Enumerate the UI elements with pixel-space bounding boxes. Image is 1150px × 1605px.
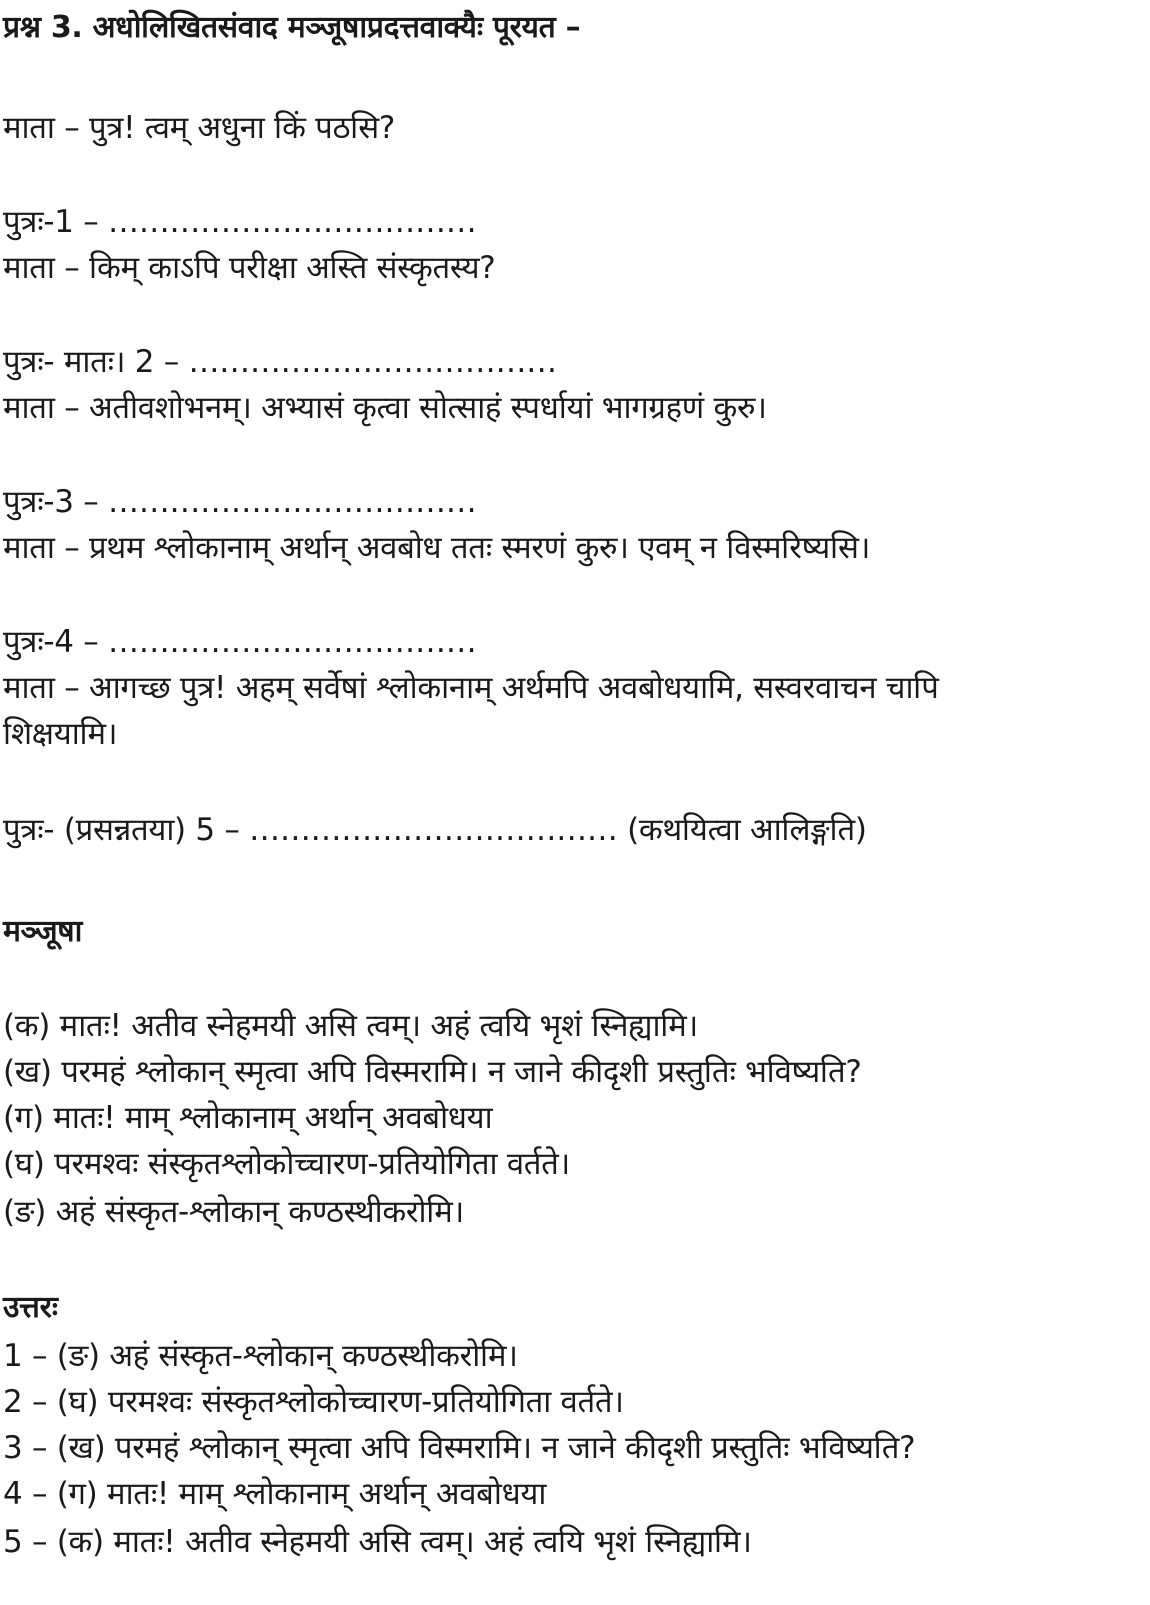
manjusha-option-ga: (ग) मातः! माम् श्लोकानाम् अर्थान् अवबोधया — [3, 1100, 493, 1136]
dialogue-line-mother-3: माता – अतीवशोभनम्। अभ्यासं कृत्वा सोत्साहं स्पर्धायां भागग्रहणं कुरु। — [3, 390, 767, 426]
question-title: प्रश्न 3. अधोलिखितसंवाद मञ्जूषाप्रदत्तवाक्यैः पूरयत – — [3, 10, 581, 45]
answer-4: 4 – (ग) मातः! माम् श्लोकानाम् अर्थान् अवबोधया — [3, 1476, 547, 1512]
dialogue-line-mother-1: माता – पुत्र! त्वम् अधुना किं पठसि? — [3, 110, 396, 146]
dialogue-line-mother-5: माता – आगच्छ पुत्र! अहम् सर्वेषां श्लोकानाम् अर्थमपि अवबोधयामि, सस्वरवाचन चापि — [3, 670, 939, 706]
manjusha-option-ka: (क) मातः! अतीव स्नेहमयी असि त्वम्। अहं त्वयि भृशं स्निह्यामि। — [3, 1008, 698, 1044]
dialogue-line-mother-4: माता – प्रथम श्लोकानाम् अर्थान् अवबोध ततः स्मरणं कुरु। एवम् न विस्मरिष्यसि। — [3, 530, 871, 566]
answers-heading: उत्तरः — [3, 1290, 58, 1325]
manjusha-option-kha: (ख) परमहं श्लोकान् स्मृत्वा अपि विस्मरामि। न जाने कीदृशी प्रस्तुतिः भविष्यति? — [3, 1054, 862, 1090]
dialogue-line-son-1: पुत्रः-1 – ……………………………… — [3, 204, 477, 240]
dialogue-line-mother-5-cont: शिक्षयामि। — [3, 716, 118, 752]
dialogue-line-son-3: पुत्रः-3 – ……………………………… — [3, 484, 477, 520]
manjusha-option-gha: (घ) परमश्वः संस्कृतश्लोकोच्चारण-प्रतियोगिता वर्तते। — [3, 1146, 570, 1182]
dialogue-line-son-5: पुत्रः- (प्रसन्नतया) 5 – ……………………………… (कथयित्वा आलिङ्गति) — [3, 812, 867, 848]
answer-1: 1 – (ङ) अहं संस्कृत-श्लोकान् कण्ठस्थीकरोमि। — [3, 1338, 518, 1374]
dialogue-line-mother-2: माता – किम् काऽपि परीक्षा अस्ति संस्कृतस्य? — [3, 250, 496, 286]
answer-3: 3 – (ख) परमहं श्लोकान् स्मृत्वा अपि विस्मरामि। न जाने कीदृशी प्रस्तुतिः भविष्यति? — [3, 1430, 916, 1466]
dialogue-line-son-4: पुत्रः-4 – ……………………………… — [3, 624, 477, 660]
dialogue-line-son-2: पुत्रः- मातः। 2 – ……………………………… — [3, 344, 557, 380]
answer-2: 2 – (घ) परमश्वः संस्कृतश्लोकोच्चारण-प्रतियोगिता वर्तते। — [3, 1384, 624, 1420]
manjusha-heading: मञ्जूषा — [3, 914, 83, 949]
answer-5: 5 – (क) मातः! अतीव स्नेहमयी असि त्वम्। अहं त्वयि भृशं स्निह्यामि। — [3, 1524, 752, 1560]
manjusha-option-nga: (ङ) अहं संस्कृत-श्लोकान् कण्ठस्थीकरोमि। — [3, 1194, 464, 1230]
